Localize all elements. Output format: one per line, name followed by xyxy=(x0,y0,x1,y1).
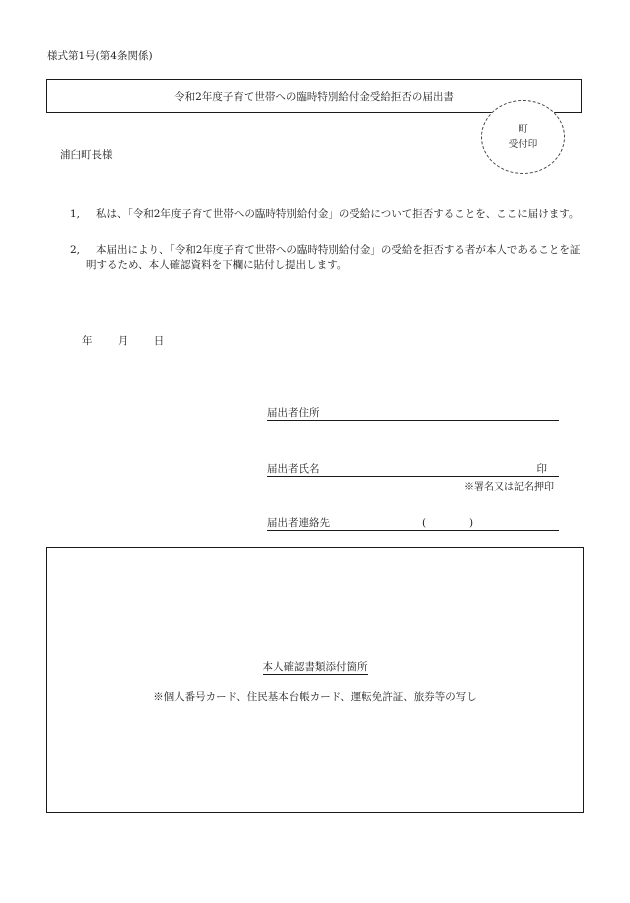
seal-mark: 印 xyxy=(536,463,547,475)
date-month-label: 月 xyxy=(117,335,129,347)
date-year-label: 年 xyxy=(82,335,93,347)
applicant-name-label: 届出者氏名 xyxy=(267,463,320,475)
applicant-contact-label: 届出者連絡先 xyxy=(267,517,330,529)
contact-paren-open: ( xyxy=(422,517,427,529)
attachment-note: ※個人番号カード、住民基本台帳カード、運転免許証、旅券等の写し xyxy=(153,691,477,703)
item-number: 1, xyxy=(70,208,81,220)
applicant-contact-field[interactable] xyxy=(267,516,559,531)
contact-paren-close: ) xyxy=(469,517,474,529)
applicant-address-label: 届出者住所 xyxy=(267,407,320,419)
applicant-address-field[interactable] xyxy=(267,406,559,421)
attachment-title xyxy=(0,659,630,674)
date-row xyxy=(82,333,186,348)
form-number: 様式第1号(第4条関係) xyxy=(47,50,153,62)
seal-note: ※署名又は記名押印 xyxy=(464,482,554,493)
statement-item-1 xyxy=(70,207,590,222)
applicant-name-field[interactable] xyxy=(267,462,559,477)
stamp-line-town: 町 xyxy=(518,124,528,135)
date-day-label: 日 xyxy=(153,335,165,347)
addressee: 浦臼町長様 xyxy=(60,149,113,161)
stamp-line-reception: 受付印 xyxy=(508,139,538,150)
attachment-title-text: 本人確認書類添付箇所 xyxy=(262,661,368,673)
id-document-attachment-area xyxy=(46,547,584,813)
item-number: 2, xyxy=(70,244,81,256)
reception-stamp-area xyxy=(481,100,565,174)
item-text: 私は、「令和2年度子育て世帯への臨時特別給付金」の受給について拒否することを、ここに届けます。 xyxy=(96,208,580,220)
item-text: 本届出により、「令和2年度子育て世帯への臨時特別給付金」の受給を拒否する者が本人であることを証明するため、本人確認資料を下欄に貼付し提出します。 xyxy=(86,244,581,271)
form-title: 令和2年度子育て世帯への臨時特別給付金受給拒否の届出書 xyxy=(174,90,454,103)
statement-item-2 xyxy=(70,243,590,273)
